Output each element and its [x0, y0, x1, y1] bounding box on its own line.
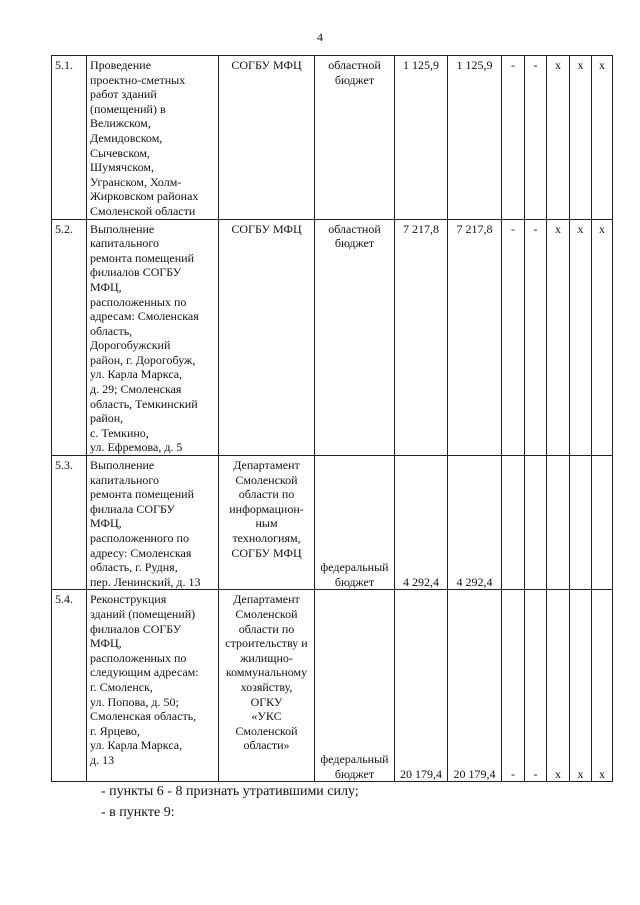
indicator-1: x: [547, 219, 570, 456]
table-row: [52, 456, 613, 590]
note-line: - в пункте 9:: [101, 805, 175, 820]
year1-value: 7 217,8: [448, 219, 502, 456]
measure-name: Реконструкция зданий (помещений) филиалов СОГБУ МФЦ, расположенных по следующим адресам: г. Смоленск, ул. Попова, д. 50; Смоленская область, г. Ярцево, ул. Карла Маркса, д. 13: [87, 590, 219, 782]
year1-value: 4 292,4: [448, 456, 502, 590]
year2-value: [502, 456, 525, 590]
funding-source: федеральный бюджет: [315, 590, 395, 782]
year3-value: -: [525, 56, 547, 220]
row-number: 5.4.: [52, 590, 87, 782]
indicator-1: [547, 456, 570, 590]
row-number: 5.2.: [52, 219, 87, 456]
indicator-2: [570, 456, 592, 590]
executor: СОГБУ МФЦ: [219, 56, 315, 220]
year3-value: [525, 456, 547, 590]
total-value: 4 292,4: [395, 456, 448, 590]
program-table: [51, 55, 613, 782]
indicator-3: x: [592, 56, 613, 220]
indicator-2: x: [570, 590, 592, 782]
total-value: 20 179,4: [395, 590, 448, 782]
measure-name: Проведение проектно-сметных работ зданий (помещений) в Велижском, Демидовском, Сычевском, Шумячском, Угранском, Холм- Жирковском районах Смоленской области: [87, 56, 219, 220]
year2-value: -: [502, 56, 525, 220]
total-value: 1 125,9: [395, 56, 448, 220]
indicator-3: x: [592, 590, 613, 782]
indicator-2: x: [570, 219, 592, 456]
year1-value: 20 179,4: [448, 590, 502, 782]
executor: Департамент Смоленской области по строительству и жилищно- коммунальному хозяйству, ОГКУ «УКС Смоленской области»: [219, 590, 315, 782]
funding-source: областной бюджет: [315, 56, 395, 220]
note-line: - пункты 6 - 8 признать утратившими силу;: [101, 784, 359, 799]
executor: СОГБУ МФЦ: [219, 219, 315, 456]
table-row: [52, 590, 613, 782]
year3-value: -: [525, 590, 547, 782]
indicator-1: x: [547, 590, 570, 782]
funding-source: федеральный бюджет: [315, 456, 395, 590]
measure-name: Выполнение капитального ремонта помещений филиалов СОГБУ МФЦ, расположенных по адресам: Смоленская область, Дорогобужский район, г. Дорогобуж, ул. Карла Маркса, д. 29; Смоленская область, Темкинский район, с. Темкино, ул. Ефремова, д. 5: [87, 219, 219, 456]
indicator-1: x: [547, 56, 570, 220]
table-row: [52, 219, 613, 456]
funding-source: областной бюджет: [315, 219, 395, 456]
measure-name: Выполнение капитального ремонта помещений филиала СОГБУ МФЦ, расположенного по адресу: Смоленская область, г. Рудня, пер. Ленинский, д. 13: [87, 456, 219, 590]
year2-value: -: [502, 590, 525, 782]
indicator-3: x: [592, 219, 613, 456]
indicator-3: [592, 456, 613, 590]
page-number: 4: [317, 30, 323, 44]
row-number: 5.3.: [52, 456, 87, 590]
year3-value: -: [525, 219, 547, 456]
executor: Департамент Смоленской области по информацион- ным технологиям, СОГБУ МФЦ: [219, 456, 315, 590]
row-number: 5.1.: [52, 56, 87, 220]
year2-value: -: [502, 219, 525, 456]
year1-value: 1 125,9: [448, 56, 502, 220]
indicator-2: x: [570, 56, 592, 220]
table-row: [52, 56, 613, 220]
total-value: 7 217,8: [395, 219, 448, 456]
